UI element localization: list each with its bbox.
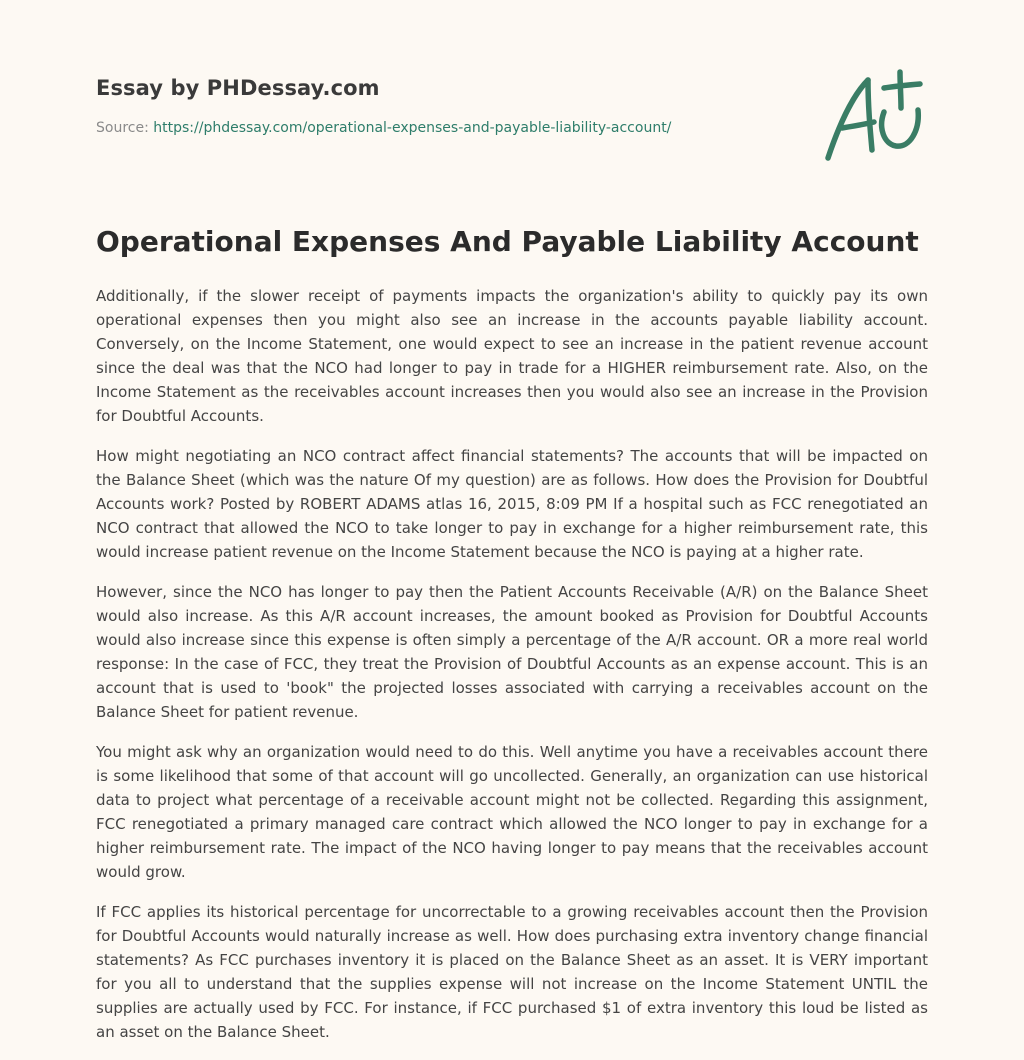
essay-paragraph: If FCC applies its historical percentage for uncorrectable to a growing receivables account then the Provision for Doubtful Accounts would naturally increase as well. How does purchasing extra inventory change financial statements? As FCC purchases inventory it is placed on the Balance Sheet as an asset. It is VERY important for you all to understand that the supplies expense will not increase on the Income Statement UNTIL the supplies are actually used by FCC. For instance, if FCC purchased $1 of extra inventory this loud be listed as an asset on the Balance Sheet.: [96, 903, 928, 1041]
page-header: [96, 76, 928, 136]
site-title: Essay by PHDessay.com: [96, 76, 380, 100]
essay-paragraph: However, since the NCO has longer to pay then the Patient Accounts Receivable (A/R) on the Balance Sheet would also increase. As this A/R account increases, the amount booked as Provision for Doubtful Accounts would also increase since this expense is often simply a percentage of the A/R account. OR a more real world response: In the case of FCC, they treat the Provision of Doubtful Accounts as an expense account. This is an account that is used to 'book" the projected losses associated with carrying a receivables account on the Balance Sheet for patient revenue.: [96, 583, 928, 721]
essay-paragraph: You might ask why an organization would need to do this. Well anytime you have a receivables account there is some likelihood that some of that account will go uncollected. Generally, an organization can use historical data to project what percentage of a receivable account might not be collected. Regarding this assignment, FCC renegotiated a primary managed care contract which allowed the NCO longer to pay in exchange for a higher reimbursement rate. The impact of the NCO having longer to pay means that the receivables account would grow.: [96, 743, 928, 881]
essay-paragraph: How might negotiating an NCO contract affect financial statements? The accounts that will be impacted on the Balance Sheet (which was the nature Of my question) are as follows. How does the Provision for Doubtful Accounts work? Posted by ROBERT ADAMS atlas 16, 2015, 8:09 PM If a hospital such as FCC renegotiated an NCO contract that allowed the NCO to take longer to pay in exchange for a higher reimbursement rate, this would increase patient revenue on the Income Statement because the NCO is paying at a higher rate.: [96, 447, 928, 561]
source-link[interactable]: https://phdessay.com/operational-expenses-and-payable-liability-account/: [153, 120, 672, 136]
source-label: Source:: [96, 120, 149, 136]
essay-body: [96, 284, 928, 1060]
a-plus-grade-icon: [820, 66, 930, 166]
essay-title: Operational Expenses And Payable Liability Account: [96, 225, 919, 258]
source-line: [96, 120, 928, 136]
essay-paragraph: Additionally, if the slower receipt of payments impacts the organization's ability to quickly pay its own operational expenses then you might also see an increase in the accounts payable liability account. Conversely, on the Income Statement, one would expect to see an increase in the patient revenue account since the deal was that the NCO had longer to pay in trade for a HIGHER reimbursement rate. Also, on the Income Statement as the receivables account increases then you would also see an increase in the Provision for Doubtful Accounts.: [96, 287, 928, 425]
